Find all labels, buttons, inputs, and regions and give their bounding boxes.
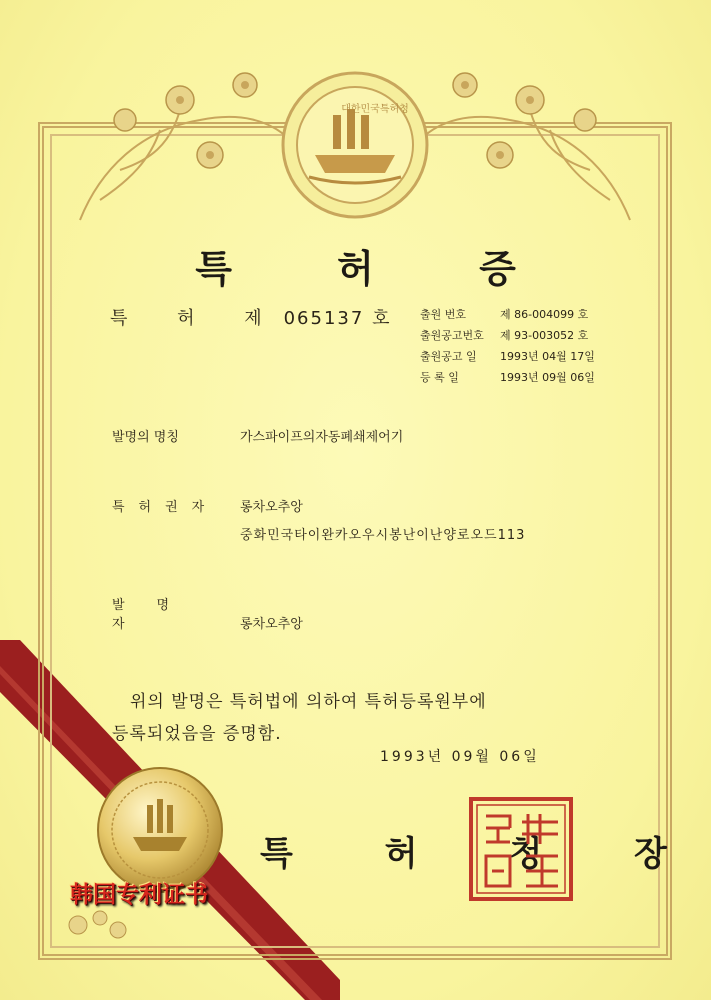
meta-row — [420, 325, 595, 346]
patent-number-suffix: 호 — [372, 308, 392, 329]
page-title: 특 허 증 — [195, 247, 562, 291]
invention-name-field — [112, 426, 403, 445]
certification-statement — [112, 686, 487, 750]
patentee-address: 중화민국타이완카오우시봉난이난양로오드113 — [240, 528, 526, 543]
certification-line: 위의 발명은 특허법에 의하여 특허등록원부에 — [130, 692, 487, 712]
meta-key: 출원공고 일 — [420, 350, 477, 363]
meta-row — [420, 367, 595, 388]
patentee-label: 특허권자 — [112, 500, 219, 515]
meta-value: 제 86-004099 호 — [500, 308, 589, 321]
invention-name-value: 가스파이프의자동폐쇄제어기 — [240, 430, 404, 445]
watermark-label: 韩国专利证书 — [70, 881, 208, 908]
inventor-label: 발명자 — [112, 598, 202, 632]
meta-value: 1993년 04월 17일 — [500, 350, 595, 363]
meta-key: 출원 번호 — [420, 308, 467, 321]
meta-key: 출원공고번호 — [420, 329, 484, 342]
meta-row — [420, 304, 595, 325]
patentee-field — [112, 496, 303, 515]
patent-number — [110, 304, 391, 330]
inventor-field — [112, 594, 303, 632]
patent-number-value: 065137 — [283, 308, 365, 329]
meta-key: 등 록 일 — [420, 371, 459, 384]
invention-name-label: 발명의 명칭 — [112, 430, 179, 445]
meta-value: 1993년 09월 06일 — [500, 371, 595, 384]
emblem-text: 대한민국특허청 — [341, 104, 409, 115]
floral-ornament — [60, 50, 650, 240]
patent-office-signature: 특 허 청 장 — [260, 834, 707, 874]
inventor-value: 롱차오추앙 — [240, 617, 303, 632]
patentee-value: 롱차오추앙 — [240, 500, 303, 515]
official-seal-stamp — [468, 796, 574, 902]
patent-number-label: 특 허 제 — [110, 308, 284, 329]
certification-line: 등록되었음을 증명함. — [112, 724, 282, 744]
issue-date: 1993년 09월 06일 — [380, 749, 540, 765]
meta-value: 제 93-003052 호 — [500, 329, 589, 342]
application-info — [420, 304, 595, 388]
meta-row — [420, 346, 595, 367]
